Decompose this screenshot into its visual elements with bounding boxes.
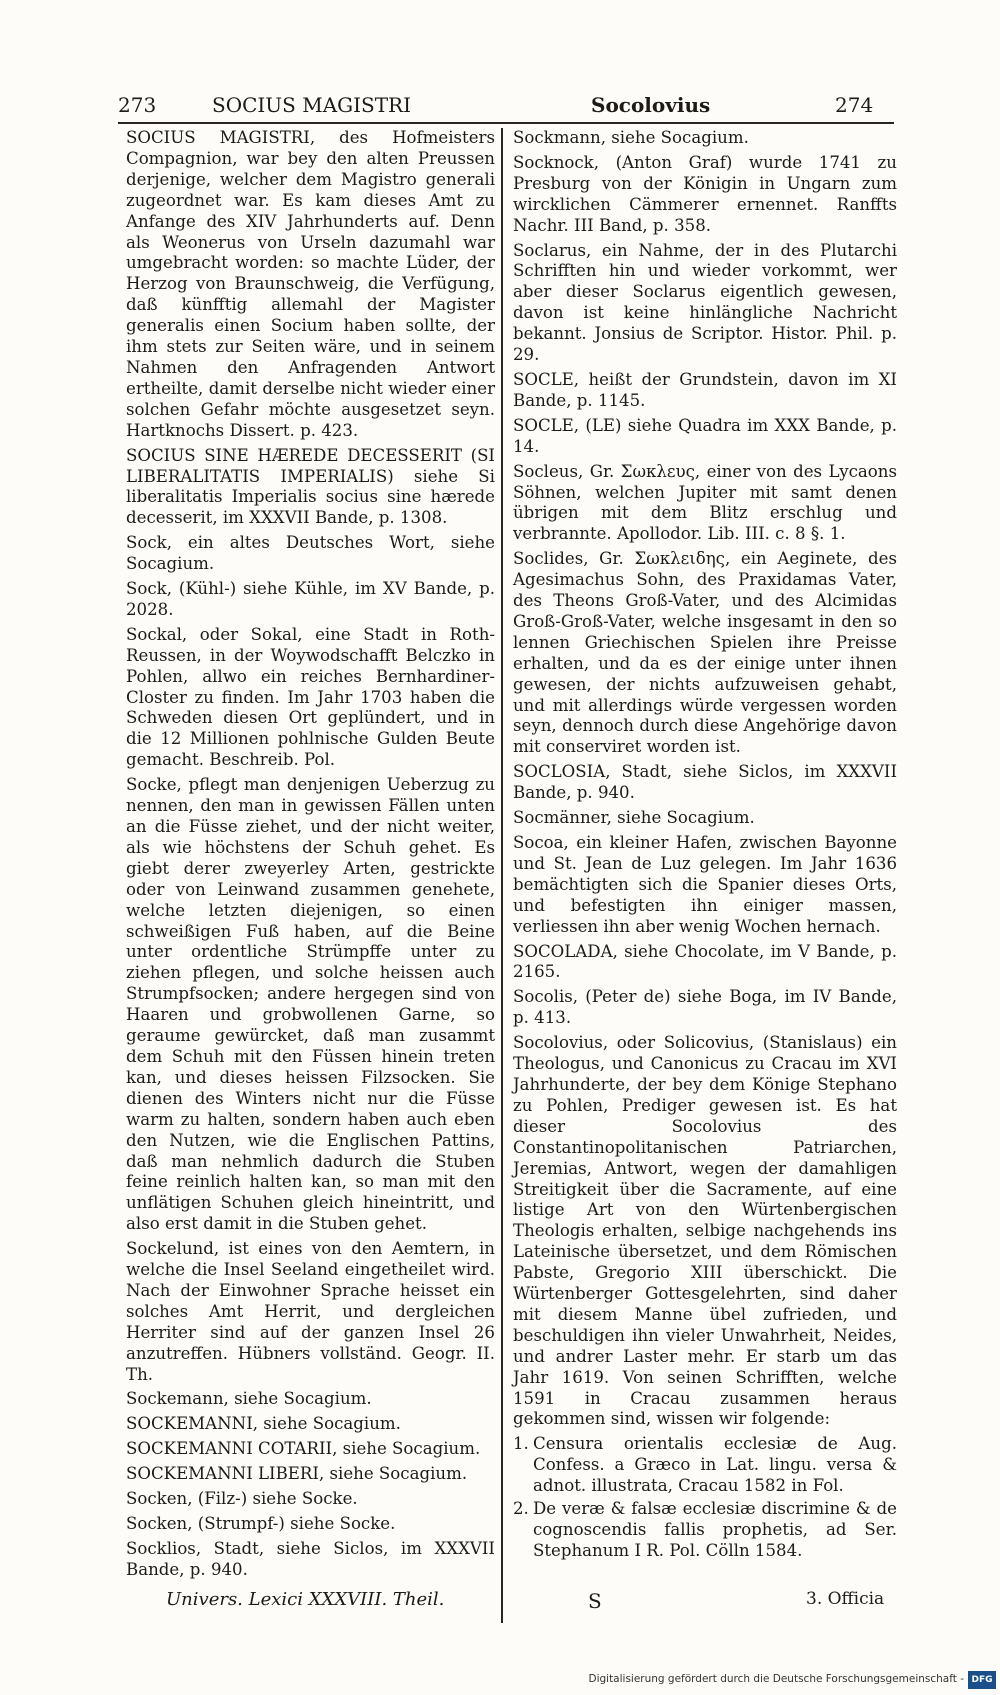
entry-socklios: Socklios, Stadt, siehe Siclos, im XXXVII Bande, p. 940. bbox=[126, 1538, 495, 1579]
entry-sockemanni: SOCKEMANNI, siehe Socagium. bbox=[126, 1414, 401, 1434]
catchword: 3. Officia bbox=[806, 1589, 885, 1609]
header-rule bbox=[118, 122, 894, 124]
entry-sockemann: Sockemann, siehe Socagium. bbox=[126, 1389, 372, 1409]
entry-socoa: Socoa, ein kleiner Hafen, zwischen Bayonne und St. Jean de Luz gelegen. Im Jahr 1636 bemächtigten sich die Spanier dieses Orts, und befestigten ihn einiger massen, verliessen ihn aber wenig Wochen hernach. bbox=[513, 833, 897, 936]
left-column bbox=[126, 128, 495, 1585]
work-list-item bbox=[513, 1499, 897, 1562]
work-text: De veræ & falsæ ecclesiæ discrimine & de cognoscendis fallis prophetis, ad Ser. Stephanum I R. Pol. Cölln 1584. bbox=[533, 1499, 897, 1560]
entry-socle: SOCLE, heißt der Grundstein, davon im XI Bande, p. 1145. bbox=[513, 369, 897, 410]
entry-socolis: Socolis, (Peter de) siehe Boga, im IV Bande, p. 413. bbox=[513, 987, 897, 1028]
entry-socken-strumpf: Socken, (Strumpf-) siehe Socke. bbox=[126, 1514, 396, 1533]
entry-soclarus: Soclarus, ein Nahme, der in des Plutarchi Schrifften hin und wieder vorkommt, wer aber dieser Soclarus eigentlich gewesen, davon ist keine hinlängliche Nachricht bekannt. Jonsius de Scriptor. Histor. Phil. p. 29. bbox=[513, 240, 897, 365]
work-list-item bbox=[513, 1434, 897, 1497]
entry-sockemanni-cotarii: SOCKEMANNI COTARII, siehe Socagium. bbox=[126, 1439, 481, 1459]
entry-sock-kuehl: Sock, (Kühl-) siehe Kühle, im XV Bande, p. 2028. bbox=[126, 579, 495, 619]
left-page-number: 273 bbox=[118, 93, 157, 117]
entry-socolovius: Socolovius, oder Solicovius, (Stanislaus) ein Theologus, und Canonicus zu Cracau im XVI Jahrhunderte, der bey dem Könige Stephano zu Pohlen, Prediger gewesen ist. Es hat dieser Socolovius des Constantinopolitanischen Patriarchen, Jeremias, Antwort, wegen der damahligen Streitigkeit über die Sacramente, auf eine listige Art von den Würtenbergischen Theologis erhalten, selbige nachgehends ins Lateinische übersetzet, und dem Römischen Pabste, Gregorio XIII überschickt. Die Würtenberger Gottesgelehrten, sind daher mit diesem Manne übel zufrieden, und beschuldigen ihn vieler Unwahrheit, Neides, und andrer Laster mehr. Er starb um das Jahr 1619. Von seinen Schrifften, welche 1591 in Cracau zusammen heraus gekommen sind, wissen wir folgende: bbox=[513, 1033, 897, 1429]
work-number: 1. bbox=[513, 1434, 529, 1454]
entry-socius-magistri: SOCIUS MAGISTRI, des Hofmeisters Compagnion, war bey den alten Preussen derjenige, welcher dem Magistro generali zugeordnet war. Es kam dieses Amt zu Anfange des XIV Jahrhunderts auf. Denn als Weonerus von Urseln dazumahl war umgebracht worden: so machte Lüder, der Herzog von Braunschweig, die Verfügung, daß künfftig allemahl der Magister generalis einen Socium haben sollte, der ihm stets zur Seiten wäre, und in seinem Nahmen den Anfragenden Antwort ertheilte, damit derselbe nicht wieder einer solchen Gefahr möchte ausgesetzet seyn. Hartknochs Dissert. p. 423. bbox=[126, 128, 495, 440]
entry-socke: Socke, pflegt man denjenigen Ueberzug zu nennen, den man in gewissen Fällen unten an die Füsse ziehet, und der nicht weiter, als wie höchstens der Schuh gehet. Es giebt derer zweyerley Arten, gestrickte oder von Leinwand zusammen genehete, welche letzten diejenigen, so einen schweißigen Fuß haben, auf die Beine unter ordentliche Strümpffe unter zu ziehen pflegen, und solche heissen auch Strumpfsocken; andere hergegen sind von Haaren und grobwollenen Garne, so geraume gewürcket, daß man zusammt dem Schuh mit den Füssen hinein treten kan, und dieses heissen Filzsocken. Sie dienen des Winters nicht nur die Füsse warm zu halten, sondern haben auch eben den Nutzen, wie die Englischen Pattins, daß man nehmlich dadurch die Stuben feine reinlich halten kan, so man mit den unflätigen Schuhen gleich hineintritt, und also erst damit in die Stuben gehet. bbox=[126, 775, 495, 1234]
entry-sockal: Sockal, oder Sokal, eine Stadt in Roth-Reussen, in der Woywodschafft Belczko in Pohlen, allwo ein reiches Bernhardiner-Closter zu finden. Im Jahr 1703 haben die Schweden diesen Ort geplündert, und in die 12 Millionen pohlnische Gulden Beute gemacht. Beschreib. Pol. bbox=[126, 624, 495, 770]
work-text: Censura orientalis ecclesiæ de Aug. Confess. a Græco in Lat. lingu. versa & adnot. illustrata, Cracau 1582 in Fol. bbox=[533, 1434, 897, 1496]
left-running-head: SOCIUS MAGISTRI bbox=[212, 93, 412, 117]
entry-soclides: Soclides, Gr. Σωκλειδης, ein Aeginete, des Agesimachus Sohn, des Praxidamas Vater, des Theons Groß-Vater, und des Alcimidas Groß-Groß-Vater, welche insgesamt in den so lennen Griechischen Spielen ihre Preisse erhalten, und da es der einige unter ihnen gewesen, der nichts aufzuweisen gehabt, und mit allerdings würde vergessen worden seyn, dennoch durch diese Angehörige davon mit conserviret worden ist. bbox=[513, 549, 897, 757]
right-column bbox=[513, 128, 897, 1564]
work-number: 2. bbox=[513, 1499, 529, 1519]
entry-sockelund: Sockelund, ist eines von den Aemtern, in welche die Insel Seeland eingetheilet wird. Nach der Einwohner Sprache heisset ein solches Amt Herrit, und dergleichen Herriter sind auf der ganzen Insel 26 anzutreffen. Hübners vollständ. Geogr. II. Th. bbox=[126, 1239, 495, 1384]
dfg-logo: DFG bbox=[968, 1671, 996, 1689]
entry-sockmann: Sockmann, siehe Socagium. bbox=[513, 128, 749, 147]
right-running-head: Socolovius bbox=[591, 93, 711, 117]
entry-socle-le: SOCLE, (LE) siehe Quadra im XXX Bande, p. 14. bbox=[513, 415, 897, 456]
entry-sockemanni-liberi: SOCKEMANNI LIBERI, siehe Socagium. bbox=[126, 1464, 468, 1484]
footer-title: Univers. Lexici XXXVIII. Theil. bbox=[166, 1589, 445, 1610]
entry-soclosia: SOCLOSIA, Stadt, siehe Siclos, im XXXVII Bande, p. 940. bbox=[513, 762, 897, 803]
digitization-note: Digitalisierung gefördert durch die Deutsche Forschungsgemeinschaft - bbox=[588, 1673, 964, 1685]
entry-socmaenner: Socmänner, siehe Socagium. bbox=[513, 808, 755, 828]
entry-sock: Sock, ein altes Deutsches Wort, siehe Socagium. bbox=[126, 533, 495, 574]
column-divider bbox=[501, 128, 503, 1623]
signature-mark: S bbox=[588, 1589, 602, 1613]
entry-socolada: SOCOLADA, siehe Chocolate, im V Bande, p. 2165. bbox=[513, 941, 897, 982]
entry-socknock: Socknock, (Anton Graf) wurde 1741 zu Presburg von der Königin in Ungarn zum wircklichen Cämmerer ernennet. Ranffts Nachr. III Band, p. 358. bbox=[513, 152, 897, 235]
right-page-number: 274 bbox=[835, 93, 874, 117]
entry-socleus: Socleus, Gr. Σωκλευς, einer von des Lycaons Söhnen, welchen Jupiter mit samt denen übrigen mit dem Blitz erschlug und verbrannte. Apollodor. Lib. III. c. 8 §. 1. bbox=[513, 461, 897, 544]
entry-socken-filz: Socken, (Filz-) siehe Socke. bbox=[126, 1489, 358, 1509]
entry-socius-sine-haerede: SOCIUS SINE HÆREDE DECESSERIT (SI LIBERALITATIS IMPERIALIS) siehe Si liberalitatis Imperialis socius sine hærede decesserit, im XXXVII Bande, p. 1308. bbox=[126, 445, 495, 528]
